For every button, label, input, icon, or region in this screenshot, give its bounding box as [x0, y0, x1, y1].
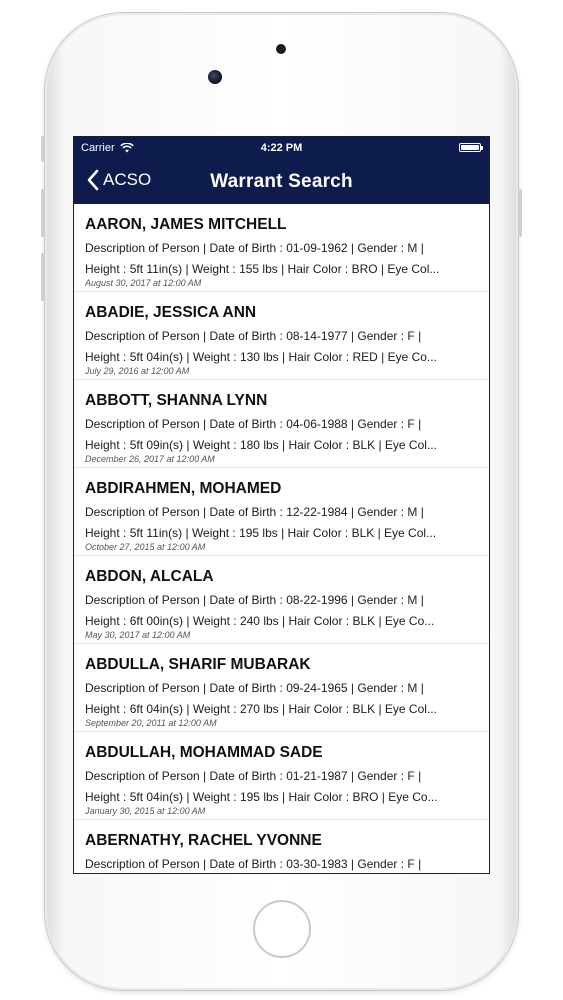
warrant-row[interactable] [74, 556, 489, 644]
status-bar [74, 137, 489, 159]
warrant-description-line: Height : 5ft 04in(s) | Weight : 195 lbs | Hair Color : BRO | Eye Co... [85, 790, 438, 804]
warrant-description-line: Description of Person | Date of Birth : 12-22-1984 | Gender : M | [85, 505, 424, 519]
warrant-row[interactable] [74, 820, 489, 874]
warrant-description-line: Description of Person | Date of Birth : 01-09-1962 | Gender : M | [85, 241, 424, 255]
screen [73, 136, 490, 874]
warrant-date: September 20, 2011 at 12:00 AM [85, 718, 217, 728]
warrant-description-line: Description of Person | Date of Birth : 08-14-1977 | Gender : F | [85, 329, 422, 343]
nav-bar [74, 159, 489, 204]
back-label: ACSO [103, 170, 152, 189]
carrier-label: Carrier [81, 142, 115, 154]
warrant-name: AARON, JAMES MITCHELL [85, 216, 287, 233]
warrant-row[interactable] [74, 292, 489, 380]
warrant-row[interactable] [74, 644, 489, 732]
mute-switch [41, 136, 45, 162]
volume-down-button [41, 253, 45, 301]
warrant-description-line: Height : 6ft 04in(s) | Weight : 270 lbs | Hair Color : BLK | Eye Col... [85, 702, 437, 716]
front-camera [208, 70, 222, 84]
warrant-list[interactable] [74, 204, 489, 874]
warrant-name: ABDIRAHMEN, MOHAMED [85, 480, 282, 497]
warrant-description-line: Height : 6ft 00in(s) | Weight : 240 lbs | Hair Color : BLK | Eye Co... [85, 614, 435, 628]
warrant-description-line: Description of Person | Date of Birth : 04-06-1988 | Gender : F | [85, 417, 422, 431]
warrant-description-line: Description of Person | Date of Birth : 09-24-1965 | Gender : M | [85, 681, 424, 695]
warrant-row[interactable] [74, 204, 489, 292]
warrant-name: ABADIE, JESSICA ANN [85, 304, 257, 321]
warrant-description-line: Height : 5ft 11in(s) | Weight : 155 lbs | Hair Color : BRO | Eye Col... [85, 262, 440, 276]
warrant-date: October 27, 2015 at 12:00 AM [85, 542, 206, 552]
warrant-description-line: Height : 5ft 04in(s) | Weight : 130 lbs | Hair Color : RED | Eye Co... [85, 350, 437, 364]
warrant-date: May 30, 2017 at 12:00 AM [85, 630, 191, 640]
warrant-date: December 26, 2017 at 12:00 AM [85, 454, 215, 464]
warrant-name: ABBOTT, SHANNA LYNN [85, 392, 268, 409]
battery-icon [459, 143, 481, 152]
warrant-row[interactable] [74, 380, 489, 468]
nav-title: Warrant Search [210, 171, 353, 192]
warrant-date: January 30, 2015 at 12:00 AM [85, 806, 206, 816]
warrant-date: July 29, 2016 at 12:00 AM [85, 366, 190, 376]
status-time: 4:22 PM [260, 142, 303, 154]
warrant-description-line: Height : 5ft 11in(s) | Weight : 195 lbs | Hair Color : BLK | Eye Col... [85, 526, 437, 540]
speaker-dot [276, 44, 286, 54]
warrant-date: August 30, 2017 at 12:00 AM [85, 278, 202, 288]
warrant-name: ABDULLAH, MOHAMMAD SADE [85, 744, 323, 761]
top-bar [74, 137, 489, 204]
volume-up-button [41, 189, 45, 237]
warrant-name: ABERNATHY, RACHEL YVONNE [85, 832, 322, 849]
warrant-description-line: Height : 5ft 09in(s) | Weight : 180 lbs | Hair Color : BLK | Eye Col... [85, 438, 437, 452]
home-button[interactable] [253, 900, 311, 958]
power-button [518, 189, 522, 237]
warrant-row[interactable] [74, 732, 489, 820]
warrant-name: ABDULLA, SHARIF MUBARAK [85, 656, 311, 673]
warrant-name: ABDON, ALCALA [85, 568, 214, 585]
warrant-row[interactable] [74, 468, 489, 556]
warrant-description-line: Description of Person | Date of Birth : 08-22-1996 | Gender : M | [85, 593, 424, 607]
warrant-description-line: Description of Person | Date of Birth : 03-30-1983 | Gender : F | [85, 857, 422, 871]
warrant-description-line: Description of Person | Date of Birth : 01-21-1987 | Gender : F | [85, 769, 422, 783]
